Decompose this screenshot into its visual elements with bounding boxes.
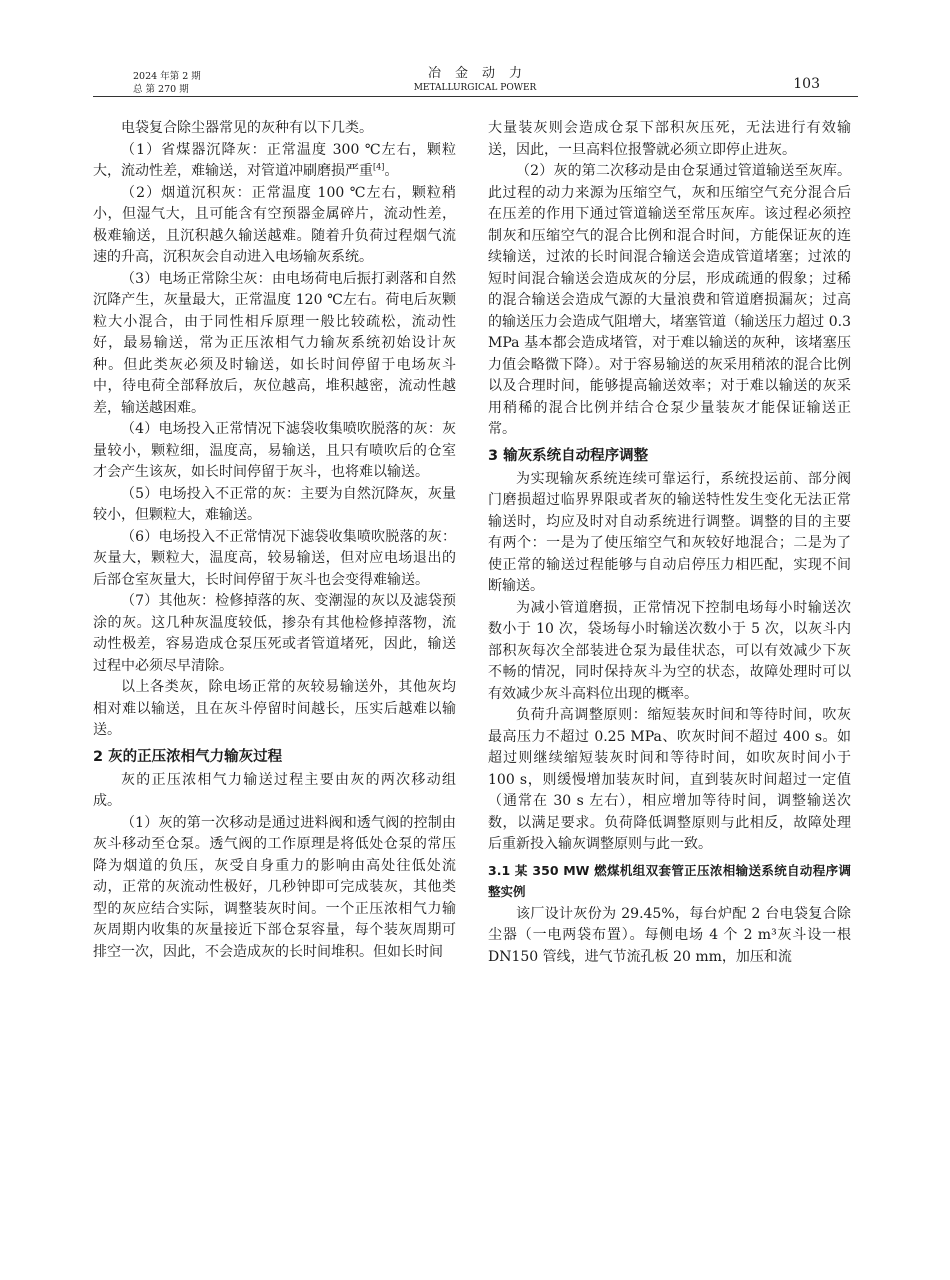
paragraph: （5）电场投入不正常的灰：主要为自然沉降灰，灰量较小，但颗粒大，难输送。 <box>93 485 456 523</box>
paragraph: （1）灰的第一次移动是通过进料阀和透气阀的控制由灰斗移动至仓泵。透气阀的工作原理是将低处仓泵的常压降为烟道的负压，灰受自身重力的影响由高处往低处流动，正常的灰流动性极好，几秒钟即可完成装灰，其他类型的灰应结合实际，调整装灰时间。一个正压浓相气力输灰周期内收集的灰量接近下部仓泵容量，每个装灰周期可排空一次，因此，不会造成灰的长时间堆积。但如长时间 <box>93 814 456 960</box>
section-heading: 3 输灰系统自动程序调整 <box>488 447 649 464</box>
paragraph <box>93 140 456 183</box>
paragraph: 以上各类灰，除电场正常的灰较易输送外，其他灰均相对难以输送，且在灰斗停留时间越长，压实后越难以输送。 <box>93 679 456 738</box>
journal-title-cn: 冶金动力 <box>427 66 536 81</box>
right-column <box>488 118 851 968</box>
paragraph: 为实现输灰系统连续可靠运行，系统投运前、部分阀门磨损超过临界界限或者灰的输送特性发生变化无法正常输送时，均应及时对自动系统进行调整。调整的目的主要有两个：一是为了使压缩空气和灰较好地混合；二是为了使正常的输送过程能够与自动启停压力相匹配，实现不间断输送。 <box>488 470 851 594</box>
paragraph-end: 。 <box>384 163 399 179</box>
paragraph: 大量装灰则会造成仓泵下部积灰压死，无法进行有效输送，因此，一旦高料位报警就必须立即停止进灰。 <box>488 120 851 158</box>
paragraph: （2）烟道沉积灰：正常温度 100 ℃左右，颗粒稍小，但湿气大，且可能含有空预器金属碎片，流动性差，极难输送，且沉积越久输送越难。随着升负荷过程烟气流速的升高，沉积灰会自动进入电场输灰系统。 <box>93 184 456 265</box>
paragraph: 电袋复合除尘器常见的灰种有以下几类。 <box>121 120 373 136</box>
paragraph: 负荷升高调整原则：缩短装灰时间和等待时间，吹灰最高压力不超过 0.25 MPa、吹灰时间不超过 400 s。如超过则继续缩短装灰时间和等待时间，如吹灰时间小于 100 s，则缓慢增加装灰时间，直到装灰时间超过一定值（通常在 30 s 左右），相应增加等待时间，调整输送次数，以满足要求。负荷降低调整原则与此相反，故障处理后重新投入输灰调整原则与此一致。 <box>488 707 851 852</box>
issue-info <box>133 70 201 96</box>
issue-total: 总 第 270 期 <box>133 84 189 95</box>
paragraph: 为减小管道磨损，正常情况下控制电场每小时输送次数小于 10 次，袋场每小时输送次数小于 5 次，以灰斗内部积灰每次全部装进仓泵为最佳状态，可以有效减少下灰不畅的情况，同时保持灰斗为空的状态，故障处理时可以有效减少灰斗高料位出现的概率。 <box>488 599 851 702</box>
paragraph: 灰的正压浓相气力输送过程主要由灰的两次移动组成。 <box>93 771 456 809</box>
section-heading: 2 灰的正压浓相气力输灰过程 <box>93 748 283 765</box>
paragraph: （3）电场正常除尘灰：由电场荷电后振打剥落和自然沉降产生，灰量最大，正常温度 120 ℃左右。荷电后灰颗粒大小混合，由于同性相斥原理一般比较疏松，流动性好，最易输送，常为正压浓相气力输灰系统初始设计灰种。但此类灰必须及时输送，如长时间停留于电场灰斗中，待电荷全部释放后，灰位越高，堆积越密，流动性越差，输送越困难。 <box>93 270 456 416</box>
paragraph: （4）电场投入正常情况下滤袋收集喷吹脱落的灰：灰量较小，颗粒细，温度高，易输送，且只有喷吹后的仓室才会产生该灰，如长时间停留于灰斗，也将难以输送。 <box>93 421 456 480</box>
paragraph-text: （1）省煤器沉降灰：正常温度 300 ℃左右，颗粒大，流动性差，难输送，对管道冲刷磨损严重 <box>93 141 456 179</box>
issue-year: 2024 年第 2 期 <box>133 71 201 82</box>
paragraph: 该厂设计灰份为 29.45%，每台炉配 2 台电袋复合除尘器（一电两袋布置）。每侧电场 4 个 2 m³灰斗设一根 DN150 管线，进气节流孔板 20 mm，加压和流 <box>488 905 851 965</box>
subsection-heading: 3.1 某 350 MW 燃煤机组双套管正压浓相输送系统自动程序调整实例 <box>488 862 851 899</box>
page-number: 103 <box>793 76 820 92</box>
journal-title <box>365 65 585 94</box>
paragraph: （7）其他灰：检修掉落的灰、变潮湿的灰以及滤袋预涂的灰。这几种灰温度较低，掺杂有其他检修掉落物，流动性极差，容易造成仓泵压死或者管道堵死，因此，输送过程中必须尽早清除。 <box>93 593 456 674</box>
paragraph: （2）灰的第二次移动是由仓泵通过管道输送至灰库。此过程的动力来源为压缩空气，灰和压缩空气充分混合后在压差的作用下通过管道输送至常压灰库。该过程必须控制灰和压缩空气的混合比例和混合时间，方能保证灰的连续输送，过浓的长时间混合输送会造成管道堵塞；过浓的短时间混合输送会造成灰的分层，形成疏通的假象；过稀的混合输送会造成气源的大量浪费和管道磨损漏灰；过高的输送压力会造成气阻增大，堵塞管道（输送压力超过 0.3 MPa 基本都会造成堵管，对于难以输送的灰种，该堵塞压力值会略微下降）。对于容易输送的灰采用稍浓的混合比例以及合理时间，能够提高输送效率；对于难以输送的灰采用稍稀的混合比例并结合仓泵少量装灰才能保证输送正常。 <box>488 163 851 437</box>
citation-ref[interactable]: [4] <box>373 162 385 172</box>
left-column <box>93 118 456 963</box>
paragraph: （6）电场投入不正常情况下滤袋收集喷吹脱落的灰：灰量大，颗粒大，温度高，较易输送，但对应电场退出的后部仓室灰量大，长时间停留于灰斗也会变得难输送。 <box>93 528 456 588</box>
journal-title-en: METALLURGICAL POWER <box>413 83 537 93</box>
header-divider <box>93 96 858 97</box>
